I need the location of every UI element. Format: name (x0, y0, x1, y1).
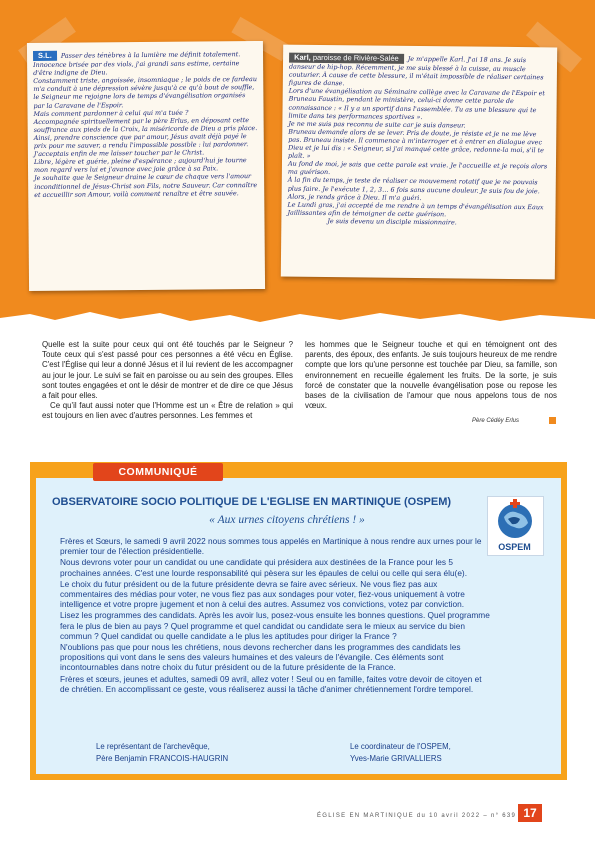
torn-paper-edge (0, 286, 595, 346)
testimony-paragraph: Au fond de moi, je sais que cette parole est vraie. Je l'accueille et je reçois alors ma guérison. (287, 159, 548, 177)
author-name: Karl, (294, 52, 311, 62)
article-paragraph: les hommes que le Seigneur touche et qui en témoignent ont des parents, des époux, des enfants. Je suis toujours heureux de me rendre compte que lors qu'une personne est touchée par Dieu, sa famille, son environnement en recueille également les fruits. De la sorte, je suis forcé de constater que la nouvelle évangélisation pose ou repose les bases de la civilisation de l'amour que nous appelons tous de nos vœux. (305, 340, 557, 411)
communique-paragraph: Lisez les programmes des candidats. Après les avoir lus, posez-vous ensuite les bonnes questions. Quel programme fera le plus de bien au pays ? Quel programme et quel candidat ou candidate sera le mieux au service du bien commun ? Quel candidat ou quelle candidate a le plus les aptitudes pour diriger la France ? (60, 610, 490, 641)
article-column-2 (305, 340, 557, 411)
communique-paragraph: Frères et sœurs, jeunes et adultes, samedi 09 avril, allez voter ! Seul ou en famille, faites votre devoir de citoyen et de chrétien. En accomplissant ce geste, vous réaliserez aussi la tâche d'animer chrétiennement l'ordre temporel. (60, 673, 482, 694)
article-paragraph: Ce qu'il faut aussi noter que l'Homme est un « Être de relation » qui est toujours en lien avec d'autres personnes. Les femmes et (42, 401, 293, 421)
footer-publication: ÉGLISE EN MARTINIQUE du 10 avril 2022 – n° 639 (317, 813, 517, 819)
article-paragraph: Quelle est la suite pour ceux qui ont été touchés par le Seigneur ? Toute ceux qui s'est passé pour ces personnes a été vécu en Église. C'est l'Église qui leur a donné Jésus et il lui revient de les accompagner au jour le jour. Le suivi se fait en paroisse ou au sein des groupes. Elles sont toutes engagées et ont le désir de montrer et de dire ce que Jésus a fait pour elles. (42, 340, 293, 401)
testimony-paragraph: Bruneau demande alors de se lever. Pris de doute, je résiste et je ne me lève pas. Bruneau insiste. Il commence à m'interroger et à entrer en dialogue avec Dieu et je lui dis : « Seigneur, si j'ai manqué cette grâce, redonne-la moi, s'il te plaît. » (288, 127, 545, 160)
communique-paragraph: Nous devrons voter pour un candidat ou une candidate qui présidera aux destinées de la France pour les 5 prochaines années. C'est une lourde responsabilité qui pèsera sur les épaules de celui ou celle qui sera élu(e). (60, 557, 467, 578)
communique-paragraph: N'oublions pas que pour nous les chrétiens, nous devons rechercher dans les programmes des candidats les propositions qui vont dans le sens des valeurs humaines et des valeurs de l'évangile. Ces éléments sont incontournables dans notre choix du futur président ou de la future présidente de la France. (60, 642, 461, 673)
testimony-paragraph: Libre, légère et guérie, pleine d'espérance ; aujourd'hui je tourne mon regard vers lui et j'avance avec joie grâce à sa Paix. (33, 156, 247, 175)
ospem-logo-text: OSPEM (498, 542, 531, 552)
communique-label: COMMUNIQUÉ (93, 463, 223, 481)
testimony-paragraph: Passer des ténèbres à la lumière me définit totalement. Innocence brisée par des viols, j'ai grandi sans estime, certaine d'être indigne de Dieu. (33, 50, 241, 78)
communique-body (60, 536, 490, 695)
testimony-card-left (27, 41, 265, 291)
testimony-paragraph: Je souhaite que le Seigneur draine le cœur de chaque vers l'amour inconditionnel de Jésus-Christ son Fils, notre Sauveur. Car connaître et accueillir son Amour, voilà comment renaître et être sauvée. (34, 172, 258, 199)
testimony-paragraph: Le Lundi gras, j'ai accepté de me rendre à un temps d'évangélisation aux Eaux Jaillissantes afin de témoigner de cette guérison. (287, 200, 544, 219)
signature-name: Yves-Marie GRIVALLIERS (350, 753, 442, 763)
testimony-paragraph: Je ne me suis pas reconnu de suite car je suis danseur. (288, 119, 466, 130)
testimony-paragraph: Constamment triste, angoissée, insomniaque ; le poids de ce fardeau m'a conduit à une dépression sévère jusqu'à ce qu'à bout de souffle, le Seigneur me rejoigne lors de temps d'évangélisation organisés par la Caravane de l'Espoir. (33, 75, 257, 110)
testimony-paragraph: À la fin du temps, je teste de réaliser ce mouvement rotatif que je ne pouvais plus faire. Je l'exécute 1, 2, 3… 6 fois sans aucune douleur. Je suis fou de joie. Alors, je rends grâce à Dieu. Il m'a guéri. (287, 176, 540, 202)
author-tag: S.L. (33, 51, 57, 61)
testimony-card-right (281, 45, 557, 280)
testimony-paragraph: Mais comment pardonner à celui qui m'a tuée ? (33, 108, 189, 118)
end-mark (549, 417, 556, 424)
communique-paragraph: Frères et Sœurs, le samedi 9 avril 2022 nous sommes tous appelés en Martinique à nous rendre aux urnes pour le premier tour de l'élection présidentielle. (60, 536, 482, 557)
testimony-paragraph: Lors d'une évangélisation au Séminaire collège avec la Caravane de l'Espoir et Bruneau Faustin, pendant le ministère, celui-ci donne cette parole de connaissance : « Il y a un sportif dans l'assemblée. Tu as une blessure qui te limite dans tes performances sportives ». (288, 87, 546, 121)
communique-paragraph: Le choix du futur président ou de la future présidente devra se faire avec sérieux. Ne vous fiez pas aux commentaires des médias pour voter, ne vous fiez pas aux sondages pour voter, fiez-vous uniquement à votre intelligence et votre propre jugement et non à celui des autres. Assumez vos convictions, votez par conviction. (60, 578, 465, 610)
signature-right (350, 741, 451, 764)
signature-left (96, 741, 228, 764)
article-column-1 (42, 340, 293, 422)
author-parish: paroisse de Rivière-Salée (312, 52, 399, 63)
article-signature: Père Cédéy Erlus (472, 418, 520, 424)
testimony-paragraph: Accompagnée spirituellement par le père Erlus, en déposant cette souffrance aux pieds de la Croix, la miséricorde de Dieu a pris place. (33, 115, 258, 134)
testimony-paragraph: Je suis devenu un disciple missionnaire. (327, 216, 457, 227)
communique-title: OBSERVATOIRE SOCIO POLITIQUE DE L'EGLISE EN MARTINIQUE (OSPEM) (52, 496, 452, 508)
signature-name: Père Benjamin FRANCOIS-HAUGRIN (96, 753, 229, 763)
signature-role: Le représentant de l'archevêque, (96, 742, 210, 751)
testimony-paragraph: Je m'appelle Karl. J'ai 18 ans. Je suis danseur de hip-hop. Récemment, je me suis blessé à la cuisse, au muscle couturier. À cause de cette blessure, il m'était impossible de réaliser certaines figures de danse. (288, 54, 544, 88)
signature-role: Le coordinateur de l'OSPEM, (350, 742, 451, 751)
martinique-globe-icon (488, 497, 543, 543)
page-number: 17 (518, 804, 542, 822)
communique-subtitle: « Aux urnes citoyens chrétiens ! » (209, 514, 365, 526)
testimony-paragraph: Ainsi, prendre conscience que par amour, Jésus avait déjà payé le prix pour me sauver, a rendu l'impossible possible : lui pardonner. J'acceptais enfin de me laisser toucher par le Christ. (33, 132, 249, 159)
